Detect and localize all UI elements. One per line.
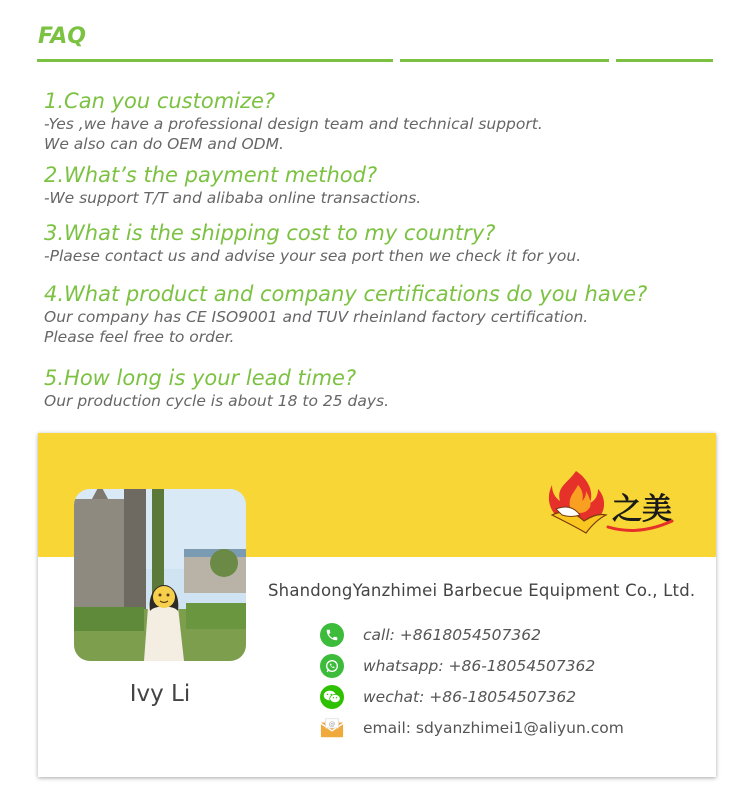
faq-answer-3-line-1: -Plaese contact us and advise your sea port then we check it for you.: [44, 247, 582, 265]
faq-item-3: [44, 220, 581, 266]
faq-title: FAQ: [38, 24, 86, 49]
wechat-icon: [320, 685, 344, 709]
faq-answer-1-line-1: -Yes ,we have a professional design team and technical support.: [44, 115, 543, 133]
contact-name: Ivy Li: [129, 681, 191, 707]
business-card: [38, 433, 716, 777]
contact-call-text: call: +8618054507362: [363, 626, 541, 644]
faq-item-4: [44, 281, 647, 347]
contact-whatsapp-text: whatsapp: +86-18054507362: [363, 657, 596, 675]
faq-question-2: 2.What’s the payment method?: [44, 163, 378, 187]
faq-item-1: [44, 88, 543, 154]
faq-answer-2-line-1: -We support T/T and alibaba online transactions.: [44, 189, 422, 207]
company-logo: [546, 461, 686, 551]
faq-answer-5-line-1: Our production cycle is about 18 to 25 days.: [44, 392, 390, 410]
contact-wechat[interactable]: [320, 684, 576, 710]
faq-answer-1-line-2: We also can do OEM and ODM.: [44, 135, 284, 153]
faq-question-4: 4.What product and company certifications do you have?: [44, 282, 648, 306]
contact-whatsapp[interactable]: [320, 653, 595, 679]
contact-call[interactable]: [320, 622, 541, 648]
divider-left: [37, 59, 393, 62]
contact-wechat-text: wechat: +86-18054507362: [363, 688, 577, 706]
phone-icon: [320, 623, 344, 647]
divider-right: [616, 59, 713, 62]
whatsapp-icon: [320, 654, 344, 678]
faq-question-3: 3.What is the shipping cost to my country?: [44, 221, 496, 245]
faq-item-2: [44, 162, 421, 208]
faq-answer-4-line-2: Please feel free to order.: [44, 328, 235, 346]
svg-text:之美: 之美: [612, 492, 672, 527]
profile-photo: [74, 489, 246, 661]
faq-question-1: 1.Can you customize?: [44, 89, 276, 113]
faq-item-5: [44, 365, 389, 411]
svg-text:@: @: [328, 720, 336, 729]
company-name: ShandongYanzhimei Barbecue Equipment Co., Ltd.: [268, 581, 696, 600]
faq-answer-4-line-1: Our company has CE ISO9001 and TUV rheinland factory certification.: [44, 308, 589, 326]
contact-email[interactable]: [320, 715, 624, 741]
divider-middle: [400, 59, 609, 62]
faq-question-5: 5.How long is your lead time?: [44, 366, 357, 390]
contact-email-text: email: sdyanzhimei1@aliyun.com: [363, 719, 624, 737]
email-icon: [320, 716, 344, 740]
